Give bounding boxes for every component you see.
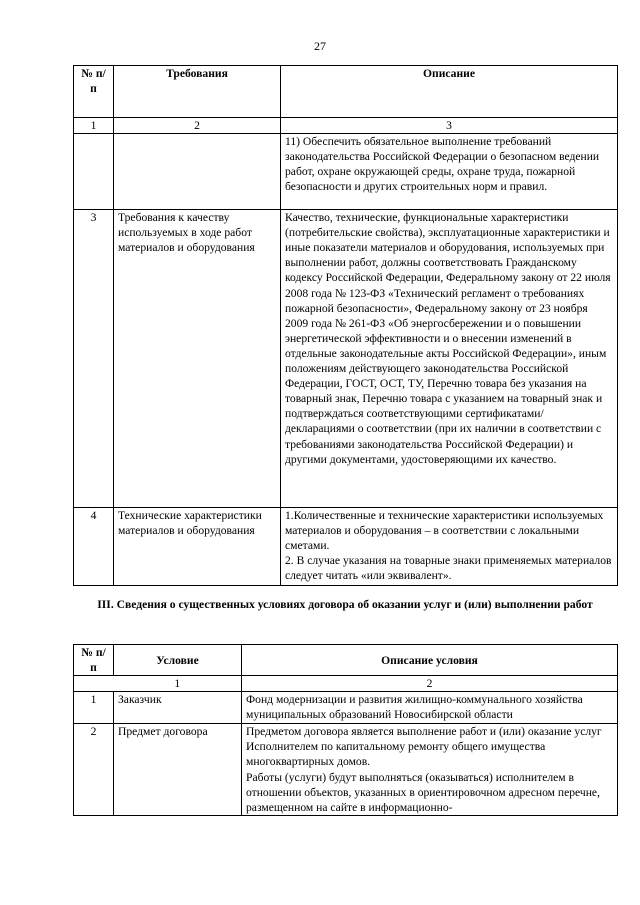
col-header-requirements: Требования [114, 66, 281, 118]
row-number: 1 [74, 692, 114, 724]
row-requirement: Технические характеристики материалов и оборудования [114, 508, 281, 586]
description-paragraph: 1.Количественные и технические характеристики используемых материалов и оборудования – в соответствии с локальными сметами. [285, 509, 604, 553]
row-description [242, 724, 618, 816]
row-condition: Заказчик [114, 692, 242, 724]
column-numbers-row [74, 118, 618, 134]
col-number-2: 2 [242, 676, 618, 692]
table-header-row [74, 645, 618, 676]
page-number: 27 [314, 39, 326, 53]
row-number: 4 [74, 508, 114, 586]
col-number-1: 1 [114, 676, 242, 692]
table-header-row [74, 66, 618, 118]
col-header-description: Описание [281, 66, 618, 118]
col-header-number: № п/п [74, 66, 114, 118]
column-numbers-row [74, 676, 618, 692]
row-condition: Предмет договора [114, 724, 242, 816]
row-description: Качество, технические, функциональные характеристики (потребительские свойства), эксплуатационные характеристики и иные показатели материалов и оборудования, используемых при выполнении работ, должны соответствовать Гражданскому кодексу Российской Федерации, Федеральному закону от 22 июля 2008 года № 123-ФЗ «Технический регламент о требованиях пожарной безопасности», Федеральному закону от 23 ноября 2009 года № 261-ФЗ «Об энергосбережении и о повышении энергетической эффективности и о внесении изменений в отдельные законодательные акты Российской Федерации», иным положениям действующего законодательства Российской Федерации, ГОСТ, ОСТ, ТУ, Перечню товара без указания на товарный знак, Перечню товара с указанием на товарный знак и подтверждаться соответствующими сертификатами/декларациями о соответствии (при их наличии в соответствии с требованиями законодательства Российской Федерации) и другими документами, удостоверяющими их качество. [281, 210, 618, 508]
description-paragraph: Работы (услуги) будут выполняться (оказываться) исполнителем в отношении объектов, указанных в ориентировочном адресном перечне, размещенном на сайте в информационно- [246, 770, 600, 814]
table-row [74, 692, 618, 724]
description-paragraph: Предметом договора является выполнение работ и (или) оказание услуг Исполнителем по капитальному ремонту общего имущества многоквартирных домов. [246, 725, 602, 769]
table-row [74, 210, 618, 508]
row-number: 2 [74, 724, 114, 816]
table-row [74, 134, 618, 210]
col-number-2: 2 [114, 118, 281, 134]
row-number [74, 134, 114, 210]
row-description: Фонд модернизации и развития жилищно-коммунального хозяйства муниципальных образований Новосибирской области [242, 692, 618, 724]
section-title: III. Сведения о существенных условиях договора об оказании услуг и (или) выполнении работ [97, 598, 593, 611]
row-description: 11) Обеспечить обязательное выполнение требований законодательства Российской Федерации о безопасном ведении работ, охране окружающей среды, охране труда, пожарной безопасности и других строительных норм и правил. [281, 134, 618, 210]
row-requirement [114, 134, 281, 210]
table-row [74, 724, 618, 816]
table-row [74, 508, 618, 586]
col-number-empty [74, 676, 114, 692]
col-number-3: 3 [281, 118, 618, 134]
col-header-condition-description: Описание условия [242, 645, 618, 676]
col-number-1: 1 [74, 118, 114, 134]
contract-conditions-table [73, 644, 618, 816]
row-requirement: Требования к качеству используемых в ходе работ материалов и оборудования [114, 210, 281, 508]
row-description [281, 508, 618, 586]
col-header-number: № п/п [74, 645, 114, 676]
col-header-condition: Условие [114, 645, 242, 676]
description-paragraph: 2. В случае указания на товарные знаки применяемых материалов следует читать «или эквивалент». [285, 554, 612, 583]
requirements-table [73, 65, 618, 586]
row-number: 3 [74, 210, 114, 508]
